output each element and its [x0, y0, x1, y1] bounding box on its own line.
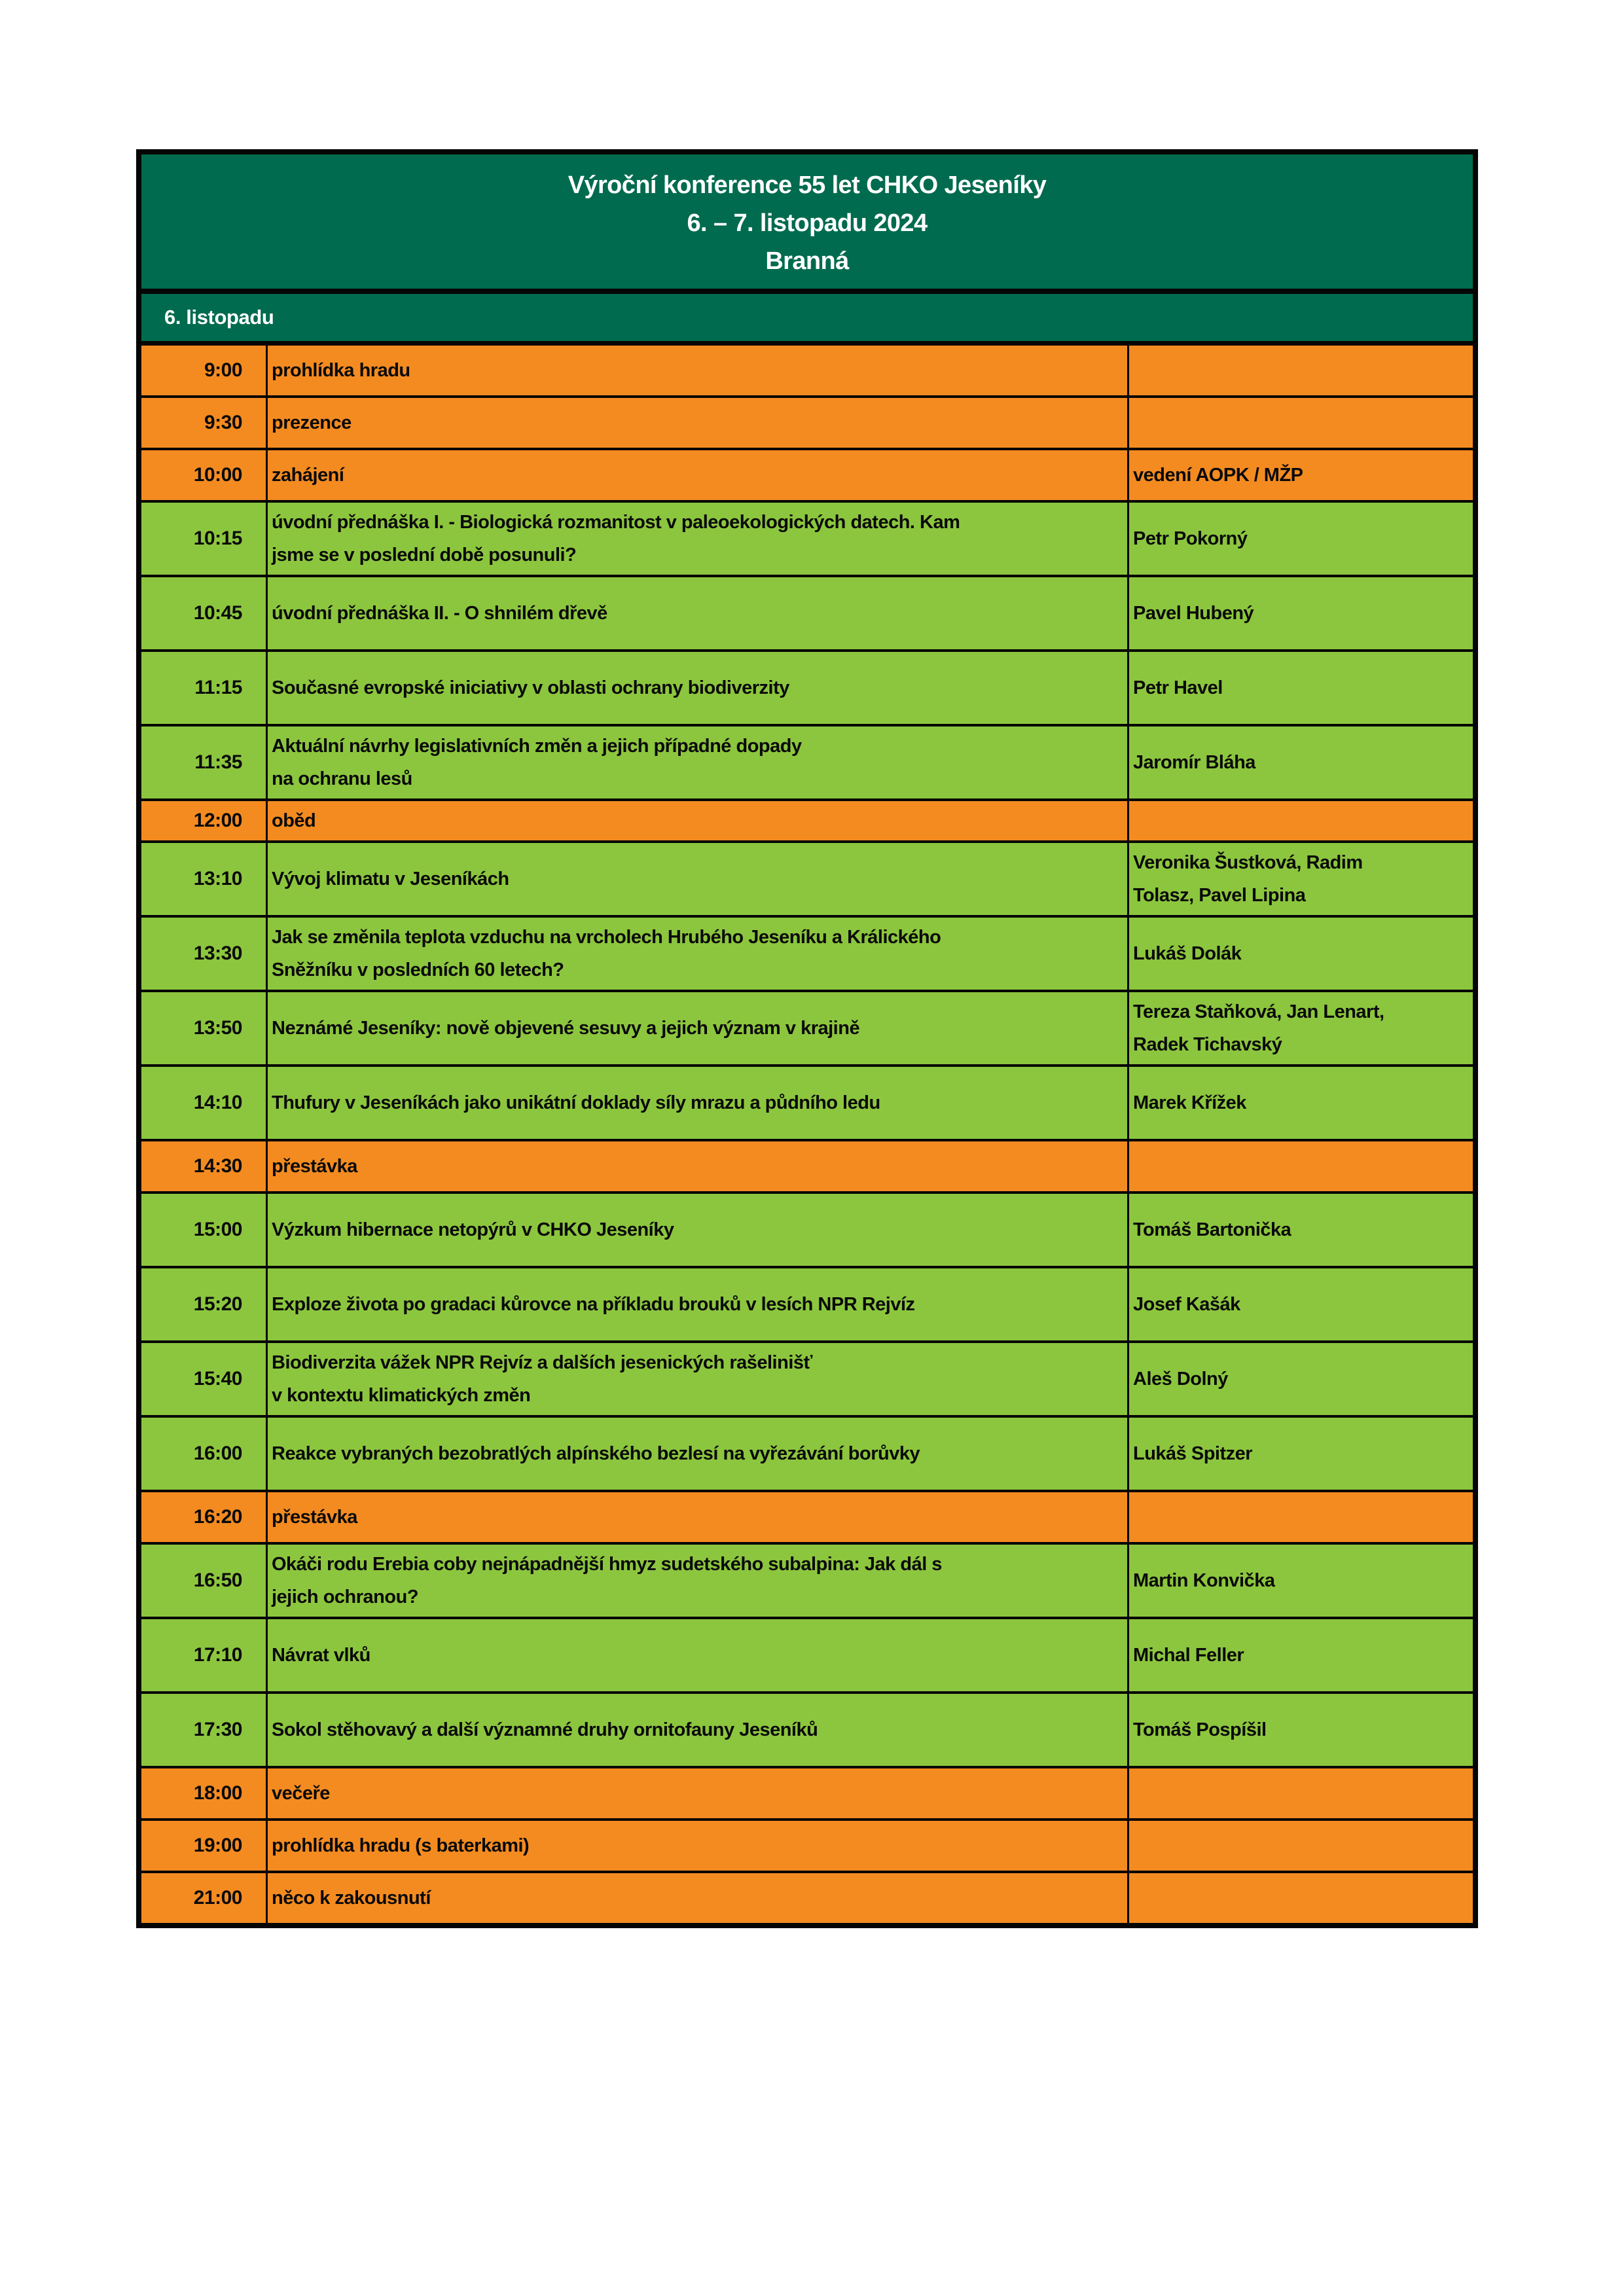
schedule-title: úvodní přednáška I. - Biologická rozmanitost v paleoekologických datech. Kam jsme se v poslední době posunuli?: [268, 503, 1127, 575]
schedule-speaker: Marek Křížek: [1129, 1067, 1473, 1139]
schedule-row-talk: [141, 1694, 1473, 1766]
schedule-row-talk: [141, 1619, 1473, 1691]
schedule-time: 16:00: [141, 1418, 266, 1490]
schedule-title: prohlídka hradu: [268, 346, 1127, 395]
schedule-title: Výzkum hibernace netopýrů v CHKO Jeseníky: [268, 1194, 1127, 1266]
schedule-title: oběd: [268, 801, 1127, 840]
schedule-row-break: [141, 1873, 1473, 1923]
schedule-speaker: Tereza Staňková, Jan Lenart, Radek Tichavský: [1129, 992, 1473, 1064]
schedule-time: 12:00: [141, 801, 266, 840]
schedule-speaker: [1129, 346, 1473, 395]
schedule-time: 13:50: [141, 992, 266, 1064]
schedule-time: 9:00: [141, 346, 266, 395]
schedule-time: 17:10: [141, 1619, 266, 1691]
schedule-time: 11:35: [141, 726, 266, 798]
schedule-speaker: [1129, 1873, 1473, 1923]
schedule-time: 13:30: [141, 918, 266, 990]
schedule-speaker: Jaromír Bláha: [1129, 726, 1473, 798]
schedule-title: Reakce vybraných bezobratlých alpínského bezlesí na vyřezávání borůvky: [268, 1418, 1127, 1490]
schedule-time: 10:45: [141, 577, 266, 649]
schedule-title: prezence: [268, 398, 1127, 448]
schedule-row-break: [141, 1492, 1473, 1542]
conference-title: Výroční konference 55 let CHKO Jeseníky: [568, 171, 1047, 199]
schedule-row-talk: [141, 918, 1473, 990]
schedule-row-talk: [141, 1545, 1473, 1617]
schedule-row-talk: [141, 1067, 1473, 1139]
schedule-speaker: [1129, 398, 1473, 448]
schedule-title: Biodiverzita vážek NPR Rejvíz a dalších jesenických rašelinišť v kontextu klimatických změn: [268, 1343, 1127, 1415]
schedule-time: 15:20: [141, 1268, 266, 1340]
schedule-time: 13:10: [141, 843, 266, 915]
schedule-title: Vývoj klimatu v Jeseníkách: [268, 843, 1127, 915]
conference-dates: 6. – 7. listopadu 2024: [687, 209, 928, 237]
schedule-title: Jak se změnila teplota vzduchu na vrcholech Hrubého Jeseníku a Králického Sněžníku v posledních 60 letech?: [268, 918, 1127, 990]
schedule-title: Aktuální návrhy legislativních změn a jejich případné dopady na ochranu lesů: [268, 726, 1127, 798]
schedule-row-talk: [141, 503, 1473, 575]
schedule-title: úvodní přednáška II. - O shnilém dřevě: [268, 577, 1127, 649]
schedule-row-talk: [141, 1268, 1473, 1340]
schedule-time: 21:00: [141, 1873, 266, 1923]
schedule-time: 10:15: [141, 503, 266, 575]
schedule-row-break: [141, 346, 1473, 395]
schedule-time: 17:30: [141, 1694, 266, 1766]
schedule-speaker: Michal Feller: [1129, 1619, 1473, 1691]
schedule-speaker: Lukáš Spitzer: [1129, 1418, 1473, 1490]
schedule-row-talk: [141, 652, 1473, 724]
schedule-time: 10:00: [141, 450, 266, 500]
schedule-row-talk: [141, 726, 1473, 798]
schedule-speaker: Tomáš Pospíšil: [1129, 1694, 1473, 1766]
schedule-title: večeře: [268, 1768, 1127, 1818]
schedule-title: zahájení: [268, 450, 1127, 500]
schedule-row-talk: [141, 843, 1473, 915]
schedule-row-break: [141, 1821, 1473, 1871]
schedule-speaker: Aleš Dolný: [1129, 1343, 1473, 1415]
schedule-time: 18:00: [141, 1768, 266, 1818]
schedule-time: 14:10: [141, 1067, 266, 1139]
schedule-speaker: [1129, 1768, 1473, 1818]
schedule-speaker: vedení AOPK / MŽP: [1129, 450, 1473, 500]
program-header: [141, 154, 1473, 289]
schedule-speaker: Josef Kašák: [1129, 1268, 1473, 1340]
schedule-speaker: Pavel Hubený: [1129, 577, 1473, 649]
program-table: [136, 149, 1478, 1928]
schedule-row-break: [141, 450, 1473, 500]
schedule-row-break: [141, 801, 1473, 840]
schedule-speaker: Veronika Šustková, Radim Tolasz, Pavel Lipina: [1129, 843, 1473, 915]
schedule-time: 15:00: [141, 1194, 266, 1266]
schedule-speaker: [1129, 1821, 1473, 1871]
schedule-row-talk: [141, 1343, 1473, 1415]
schedule-time: 16:50: [141, 1545, 266, 1617]
schedule-speaker: Petr Pokorný: [1129, 503, 1473, 575]
schedule-rows: [141, 346, 1473, 1923]
schedule-title: Thufury v Jeseníkách jako unikátní doklady síly mrazu a půdního ledu: [268, 1067, 1127, 1139]
schedule-speaker: [1129, 801, 1473, 840]
schedule-title: přestávka: [268, 1492, 1127, 1542]
schedule-time: 16:20: [141, 1492, 266, 1542]
schedule-time: 11:15: [141, 652, 266, 724]
day-label: 6. listopadu: [164, 306, 274, 329]
schedule-row-break: [141, 1141, 1473, 1191]
schedule-title: Návrat vlků: [268, 1619, 1127, 1691]
schedule-row-talk: [141, 1418, 1473, 1490]
schedule-title: Současné evropské iniciativy v oblasti ochrany biodiverzity: [268, 652, 1127, 724]
schedule-speaker: Lukáš Dolák: [1129, 918, 1473, 990]
schedule-row-talk: [141, 1194, 1473, 1266]
schedule-time: 15:40: [141, 1343, 266, 1415]
schedule-row-talk: [141, 577, 1473, 649]
schedule-speaker: [1129, 1141, 1473, 1191]
schedule-title: přestávka: [268, 1141, 1127, 1191]
schedule-title: Okáči rodu Erebia coby nejnápadnější hmyz sudetského subalpina: Jak dál s jejich ochranou?: [268, 1545, 1127, 1617]
schedule-title: něco k zakousnutí: [268, 1873, 1127, 1923]
schedule-time: 14:30: [141, 1141, 266, 1191]
schedule-title: prohlídka hradu (s baterkami): [268, 1821, 1127, 1871]
day-heading: [141, 294, 1473, 341]
schedule-row-talk: [141, 992, 1473, 1064]
schedule-speaker: Tomáš Bartonička: [1129, 1194, 1473, 1266]
schedule-row-break: [141, 1768, 1473, 1818]
schedule-time: 19:00: [141, 1821, 266, 1871]
schedule-speaker: [1129, 1492, 1473, 1542]
schedule-title: Neznámé Jeseníky: nově objevené sesuvy a jejich význam v krajině: [268, 992, 1127, 1064]
schedule-title: Sokol stěhovavý a další významné druhy ornitofauny Jeseníků: [268, 1694, 1127, 1766]
schedule-speaker: Martin Konvička: [1129, 1545, 1473, 1617]
schedule-speaker: Petr Havel: [1129, 652, 1473, 724]
schedule-row-break: [141, 398, 1473, 448]
conference-place: Branná: [765, 247, 849, 275]
schedule-title: Exploze života po gradaci kůrovce na příkladu brouků v lesích NPR Rejvíz: [268, 1268, 1127, 1340]
schedule-time: 9:30: [141, 398, 266, 448]
